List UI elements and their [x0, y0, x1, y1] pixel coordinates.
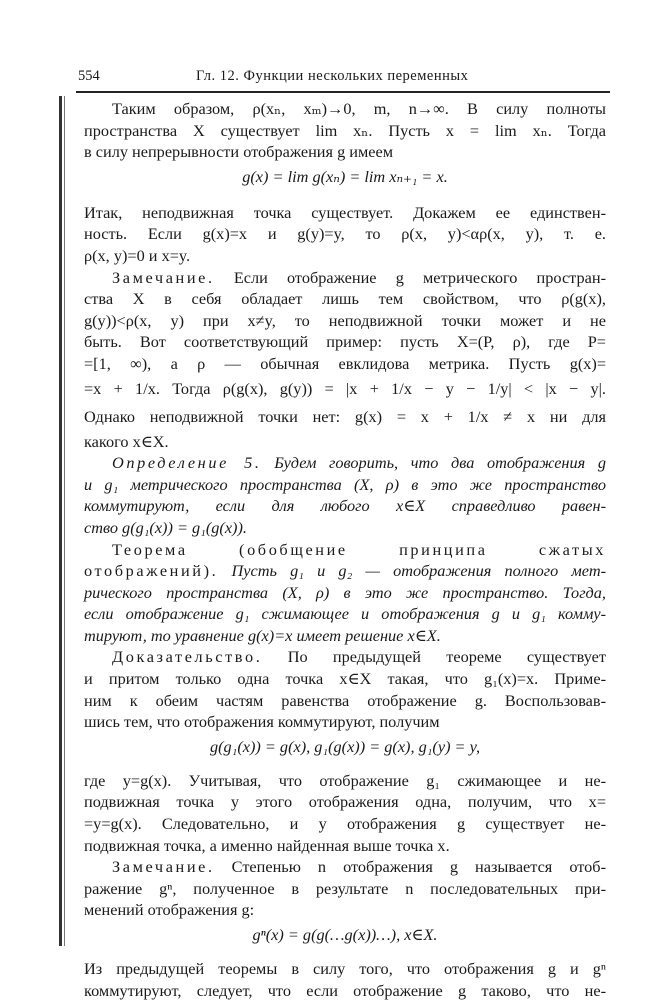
text-line: g(y))<ρ(x, y) при x≠y, то неподвижной точки может и не — [84, 310, 606, 330]
page-header — [78, 68, 608, 90]
formula-power: gⁿ(x) = g(g(…g(x))…), x∈X. — [252, 925, 438, 944]
theorem-label: Теорема (обобщение принципа сжатых — [112, 539, 606, 559]
running-head: Гл. 12. Функции нескольких переменных — [196, 68, 469, 84]
text-line: пространства X существует lim xₙ. Пусть x = lim xₙ. Тогда — [84, 120, 606, 140]
text-line: ство g(g₁(x)) = g₁(g(x)). — [84, 517, 247, 537]
text-line: быть. Вот соответствующий пример: пусть X=(P, ρ), где P= — [84, 332, 606, 352]
text-line: ражение gⁿ, полученное в результате n последовательных при- — [84, 878, 606, 898]
text-line: шись тем, что отображения коммутируют, получим — [84, 712, 440, 732]
text-line: ним к обеим частям равенства отображение g. Воспользовав- — [84, 690, 606, 710]
text-line: =x + 1/x. Тогда ρ(g(x), g(y)) = |x + 1/x − y − 1/y| < |x − y|. — [84, 378, 606, 398]
text-line: Из предыдущей теоремы в силу того, что отображения g и gⁿ — [84, 959, 606, 978]
text-line: и притом только одна точка x∈X такая, что g₁(x)=x. Приме- — [84, 669, 606, 689]
text-line: и g₁ метрического пространства (X, ρ) в это же пространство — [84, 474, 606, 494]
text-line: ность. Если g(x)=x и g(y)=y, то ρ(x, y)<αρ(x, y), т. е. — [84, 224, 606, 244]
text-line: Однако неподвижной точки нет: g(x) = x + 1/x ≠ x ни для — [84, 406, 606, 426]
margin-bar-thin — [64, 96, 65, 946]
text-line: какого x∈X. — [84, 431, 169, 451]
proof-label: Доказательство. — [112, 647, 263, 667]
margin-bar — [59, 96, 62, 946]
remark2-first-line: Замечание. Степенью n отображения g называется отоб- — [112, 857, 606, 877]
text-line: Таким образом, ρ(xₙ, xₘ)→0, m, n→∞. В силу полноты — [112, 99, 606, 118]
remark-label: Замечание. — [112, 267, 215, 287]
definition-label: Определение 5. — [112, 453, 262, 473]
text-line: коммутируют, если для любого x∈X справедливо равен- — [84, 496, 606, 516]
header-rule — [76, 91, 610, 93]
text-line: =y=g(x). Следовательно, и у отображения g существует не- — [84, 814, 606, 834]
remark2-label: Замечание. — [112, 857, 215, 877]
remark-first-line: Замечание. Если отображение g метрического простран- — [112, 267, 606, 287]
text-line: если отображение g₁ сжимающее и отображения g и g₁ комму- — [84, 604, 606, 624]
text-line: в силу непрерывности отображения g имеем — [84, 142, 394, 162]
proof-first-line: Доказательство. По предыдущей теореме существует — [112, 647, 606, 667]
text-line: ства X в себя обладает лишь тем свойством, что ρ(g(x), — [84, 289, 606, 309]
text-line: где y=g(x). Учитывая, что отображение g₁ сжимающее и не- — [84, 770, 606, 790]
theorem-first-line: отображений). Пусть g₁ и g₂ — отображения полного мет- — [84, 561, 606, 581]
text-line: =[1, ∞), а ρ — обычная евклидова метрика. Пусть g(x)= — [84, 353, 606, 373]
text-line: Итак, неподвижная точка существует. Докажем ее единствен- — [84, 202, 606, 222]
text-line: рического пространства (X, ρ) в это же пространство. Тогда, — [84, 582, 606, 602]
definition-first-line: Определение 5. Будем говорить, что два отображения g — [112, 453, 606, 473]
text-line: коммутируют, следует, что если отображение g таково, что не- — [84, 980, 606, 1000]
page-number: 554 — [78, 68, 100, 84]
text-line: подвижная точка, а именно найденная выше точка x. — [84, 835, 450, 855]
body-text — [84, 98, 606, 1001]
text-line: ρ(x, y)=0 и x=y. — [84, 245, 191, 265]
text-line: менений отображения g: — [84, 900, 255, 920]
formula-limit: g(x) = lim g(xₙ) = lim xₙ₊₁ = x. — [242, 166, 448, 186]
formula-commute: g(g₁(x)) = g(x), g₁(g(x)) = g(x), g₁(y) = y, — [209, 736, 481, 756]
text-line: подвижная точка у этого отображения одна, получим, что x= — [84, 792, 606, 812]
text-line: тируют, то уравнение g(x)=x имеет решение x∈X. — [84, 625, 441, 645]
